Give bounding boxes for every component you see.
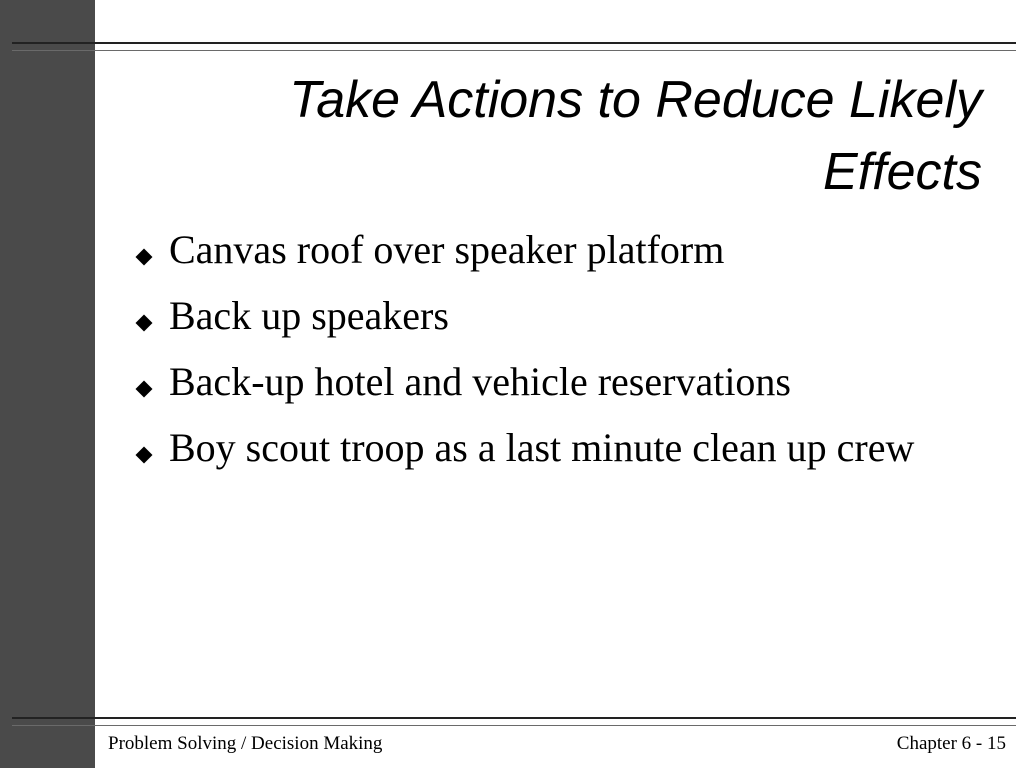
list-item [135,226,955,274]
slide-title [122,64,982,208]
bullet-text: Back up speakers [169,293,449,338]
bullet-text: Boy scout troop as a last minute clean up crew [169,425,915,470]
footer-page-number: Chapter 6 - 15 [896,733,1006,754]
bottom-rule-light [12,725,1016,726]
bullet-text: Canvas roof over speaker platform [169,227,725,272]
bullet-text: Back-up hotel and vehicle reservations [169,359,791,404]
top-rule-dark [12,42,1016,44]
bottom-rule-dark [12,717,1016,719]
slide-title-line-2: Effects [823,143,982,201]
bullet-list [135,226,955,490]
diamond-bullet-icon [135,380,153,398]
top-rule-light [12,50,1016,51]
list-item [135,292,955,340]
list-item [135,358,955,406]
diamond-bullet-icon [135,446,153,464]
diamond-bullet-icon [135,314,153,332]
footer-course-title: Problem Solving / Decision Making [108,733,383,754]
diamond-bullet-icon [135,248,153,266]
left-sidebar-band [0,0,95,768]
list-item [135,424,955,472]
slide-title-line-1: Take Actions to Reduce Likely [289,71,982,129]
